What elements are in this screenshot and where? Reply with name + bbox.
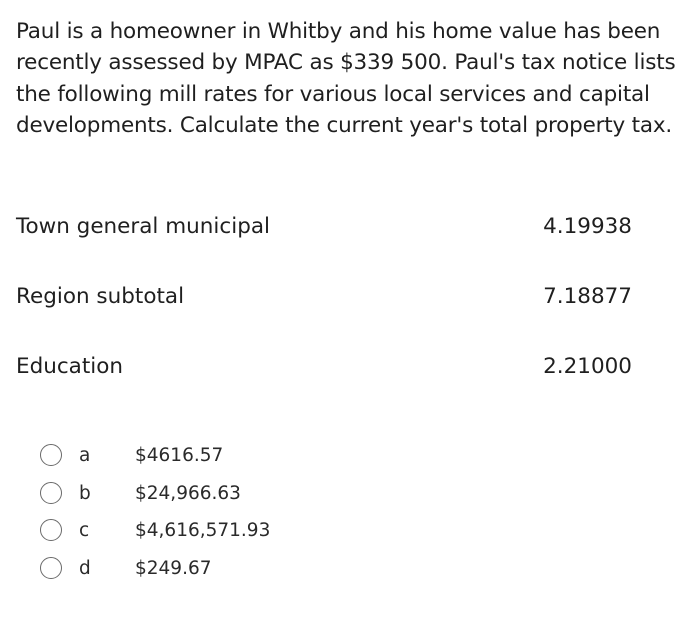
option-value[interactable]: $249.67 [135,557,212,579]
answer-option-a[interactable] [40,438,440,476]
mill-rate-value: 2.21000 [543,354,632,379]
option-letter: d [79,557,91,579]
mill-rate-row-education [16,351,632,383]
option-value[interactable]: $24,966.63 [135,482,241,504]
option-letter: c [79,520,90,541]
option-value[interactable]: $4616.57 [135,445,224,466]
question-text: Paul is a homeowner in Whitby and his home value has been recently assessed by MPAC as $339 500. Paul's tax notice lists the following mill rates for various local services and capital developments. Calculate the current year's total property tax. [16,19,676,138]
radio-button-b[interactable] [40,482,62,504]
answer-option-d[interactable] [40,551,440,589]
radio-button-c[interactable] [40,519,62,541]
option-value[interactable]: $4,616,571.93 [135,520,271,541]
answer-option-c[interactable] [40,513,440,551]
option-letter: a [79,445,91,466]
mill-rate-row-town-general-municipal [16,211,632,243]
answer-options [40,438,440,588]
mill-rate-value: 4.19938 [543,214,632,239]
mill-rate-label: Region subtotal [16,284,185,309]
mill-rate-label: Education [16,354,124,379]
mill-rate-value: 7.18877 [543,284,632,309]
radio-button-d[interactable] [40,557,62,579]
radio-button-a[interactable] [40,444,62,466]
option-letter: b [79,482,91,504]
mill-rate-row-region-subtotal [16,281,632,313]
answer-option-b[interactable] [40,476,440,514]
mill-rate-label: Town general municipal [16,214,270,239]
